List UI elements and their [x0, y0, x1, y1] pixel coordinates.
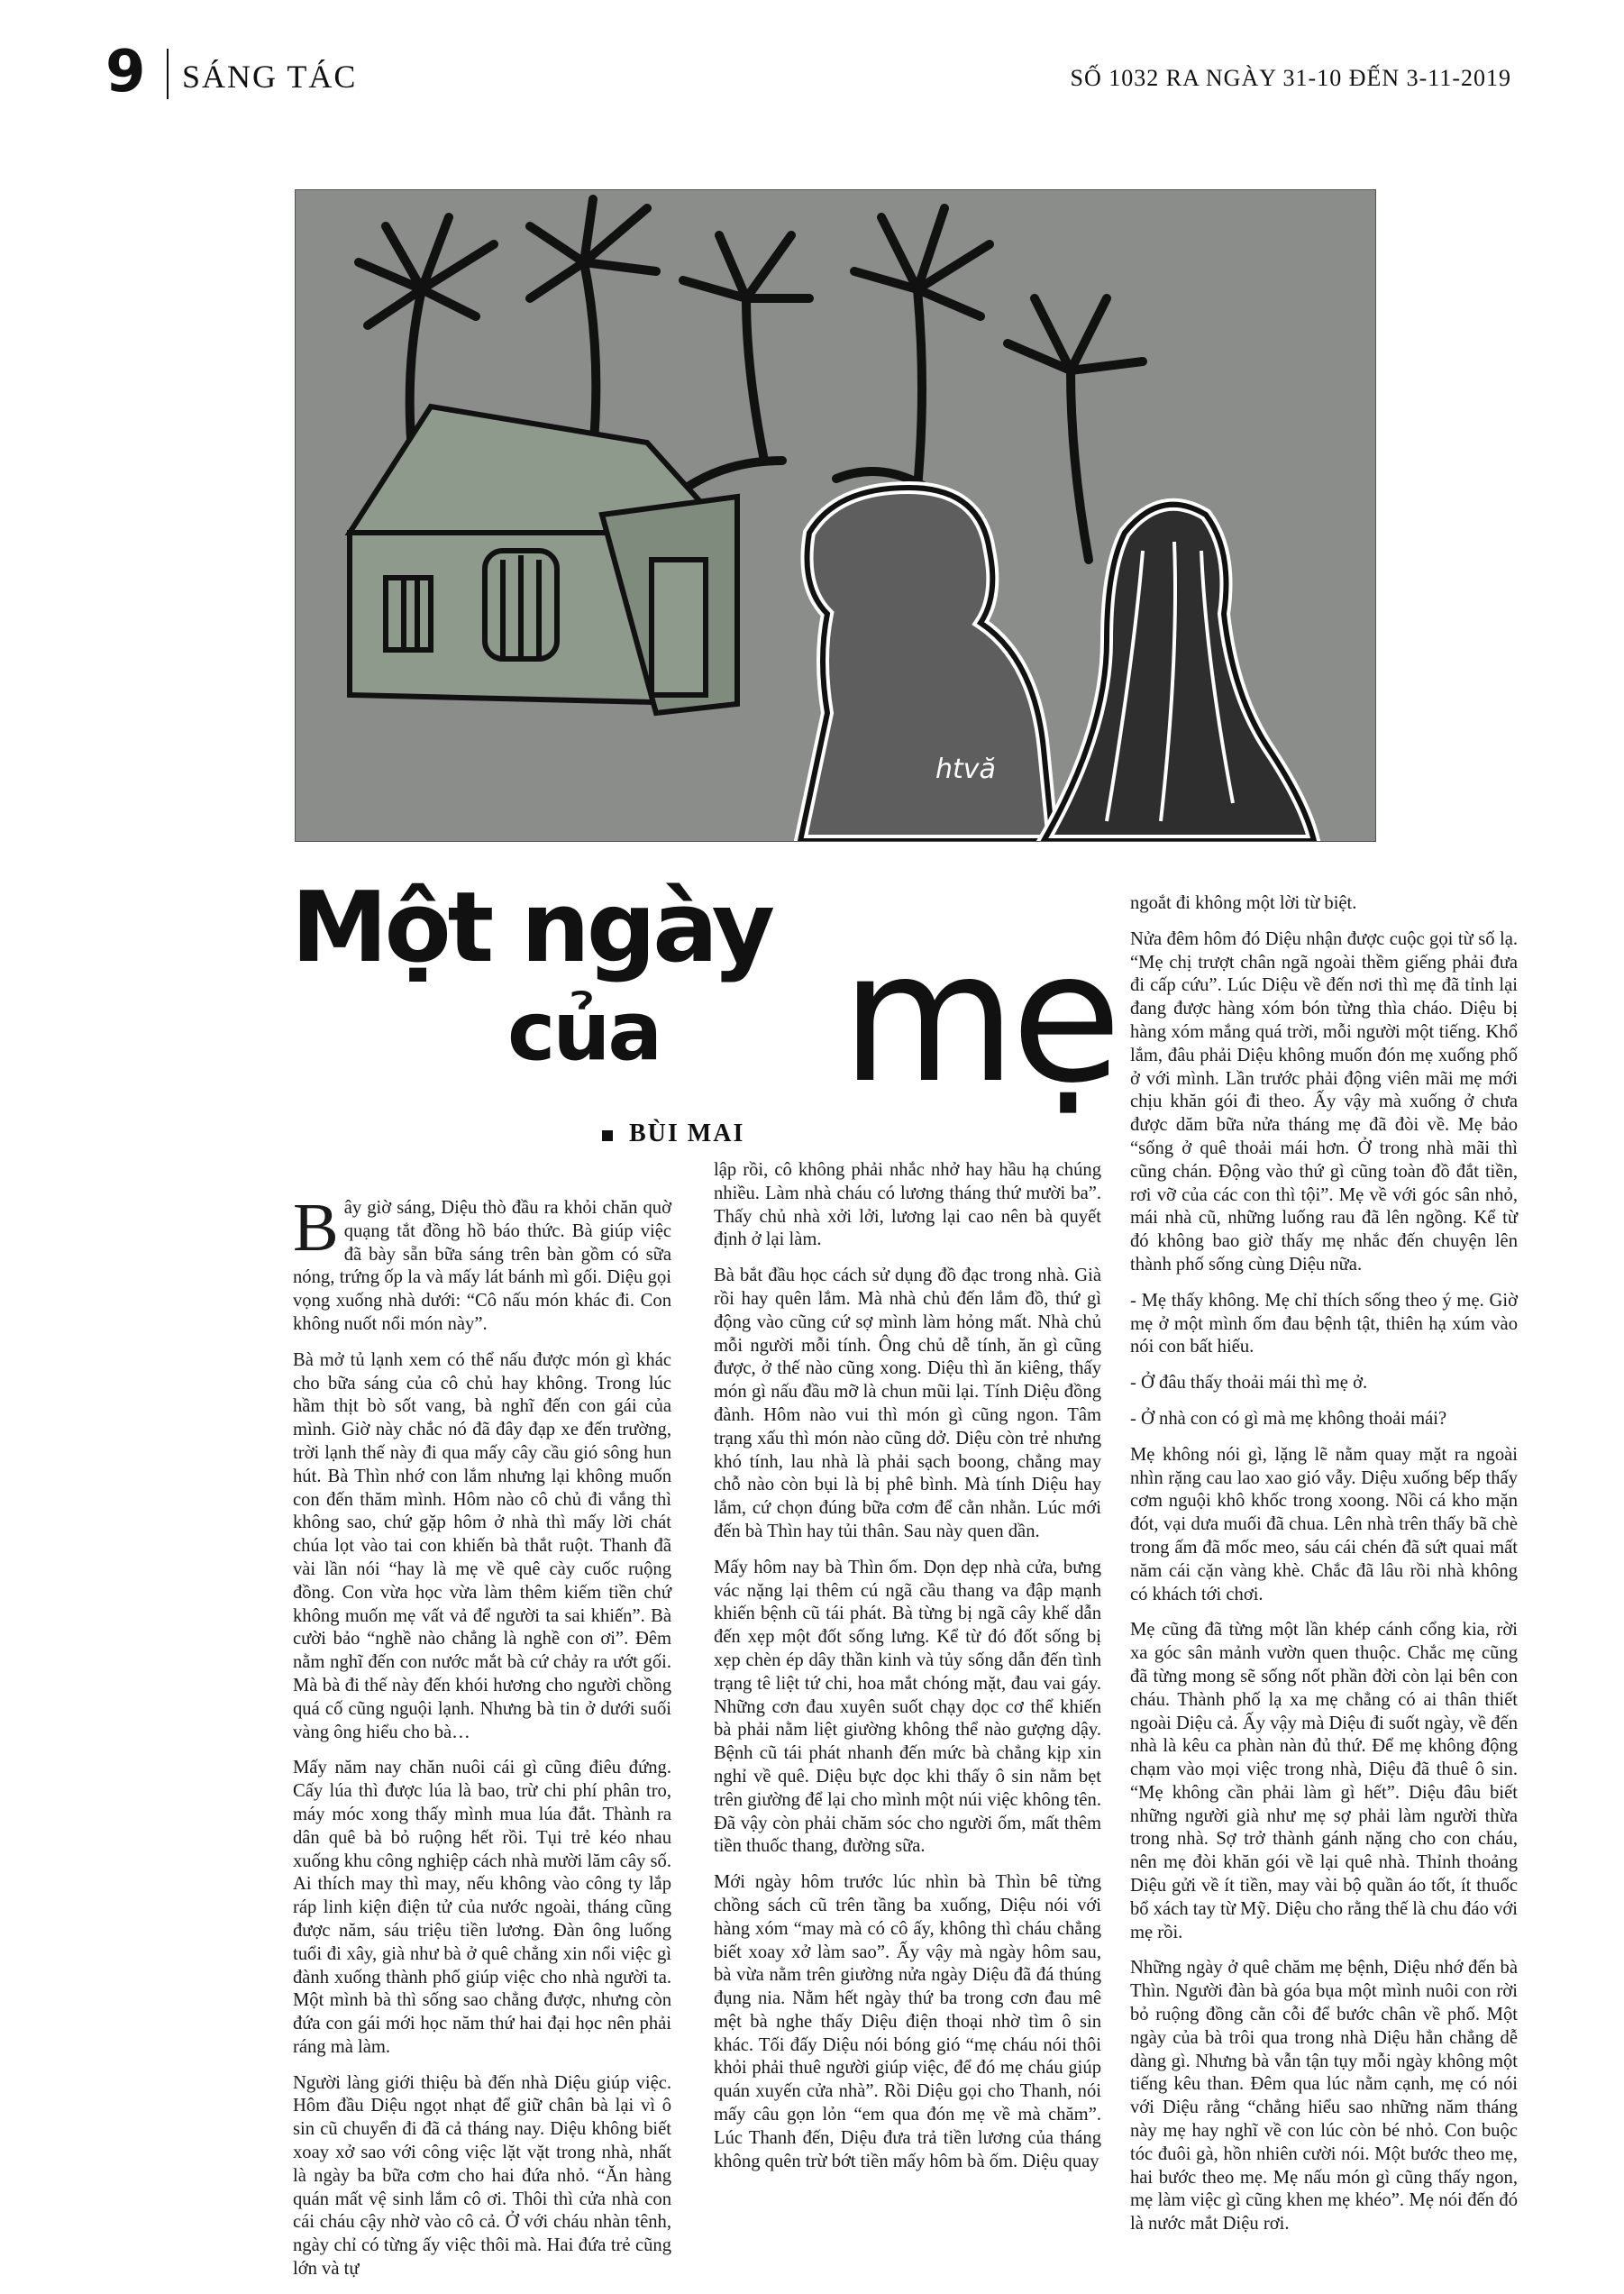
paragraph: - Ở đâu thấy thoải mái thì mẹ ở. [1130, 1373, 1368, 1394]
paragraph: Mẹ cũng đã từng một lần khép cánh cổng kia, rời xa góc sân mảnh vườn quen thuộc. Chắc mẹ cũng đã từng mong sẽ sống nốt phần đời còn lại bên con cháu. Thành phố lạ xa mẹ chẳng có ai thân thiết ngoài Diệu cả. Ấy vậy mà Diệu đi suốt ngày, về đến nhà là kêu ca phàn nàn đủ thứ. Để mẹ không động chạm vào mọi việc trong nhà, Diệu đã thuê ô sin. “Mẹ không cần phải làm gì hết”. Diệu đâu biết những người già như mẹ sợ phải làm người thừa trong nhà. Sợ trở thành gánh nặng cho con cháu, nên mẹ đòi khăn gói về lại quê nhà. Thỉnh thoảng Diệu gửi về ít tiền, may vài bộ quần áo tốt, ít thuốc bổ xách tay từ Mỹ. Diệu cho rằng thế là chu đáo với mẹ rồi. [1130, 1620, 1518, 1942]
title-line-1: Một ngày [291, 872, 772, 984]
byline [602, 1116, 744, 1152]
header-divider [167, 49, 169, 99]
page-header [105, 36, 1511, 108]
paragraph: ngoắt đi không một lời từ biệt. [1130, 893, 1357, 913]
paragraph: Mấy hôm nay bà Thìn ốm. Dọn dẹp nhà cửa, bưng vác nặng lại thêm cú ngã cầu thang va đập mạnh khiến bệnh cũ tái phát. Bà từng bị ngã cây khế dẫn đến xẹp một đốt sống lưng. Kể từ đó đốt sống bị xẹp chèn ép dây thần kinh và tủy sống dẫn đến tình trạng tê liệt tứ chi, hoa mắt chóng mặt, đau vai gáy. Những cơn đau xuyên suốt chạy dọc cơ thể khiến bà phải nằm liệt giường không thể nào gượng dậy. Bệnh cũ tái phát nhanh đến mức bà chẳng kịp xin nghỉ về quê. Diệu bực dọc khi thấy ô sin nằm bẹt trên giường để lại cho mình một núi việc không tên. Đã vậy còn phải chăm sóc cho người ốm, mất thêm tiền thuốc thang, đường sữa. [714, 1557, 1101, 1857]
text-column-2 [714, 1159, 1101, 2186]
page-number: 9 [105, 39, 146, 105]
paragraph: Mẹ không nói gì, lặng lẽ nằm quay mặt ra ngoài nhìn rặng cau lao xao gió vẫy. Diệu xuống bếp thấy cơm nguội khô khốc trong xoong. Nồi cá kho mặn đót, vại dưa muối đã chua. Lên nhà trên thấy bã chè trong ấm đã mốc meo, sáu cái chén đã sứt quai mất năm cái cặn vàng khè. Chắc đã lâu rồi nhà không có khách tới chơi. [1130, 1444, 1518, 1604]
text-column-3 [1130, 892, 1518, 2249]
paragraph: lập rồi, cô không phải nhắc nhở hay hầu hạ chúng nhiều. Làm nhà cháu có lương tháng thứ mười ba”. Thấy chủ nhà xởi lởi, lương lại cao nên bà quyết định ở lại làm. [714, 1160, 1101, 1250]
paragraph: Mấy năm nay chăn nuôi cái gì cũng điêu đứng. Cấy lúa thì được lúa là bao, trừ chi phí phân tro, máy móc xong thấy mình mua lúa đắt. Thành ra dân quê bà bỏ ruộng hết rồi. Tụi trẻ kéo nhau xuống khu công nghiệp cách nhà mười lăm cây số. Ai thích may thì may, nếu không vào công ty lắp ráp linh kiện điện tử của nước ngoài, tháng cũng được năm, sáu triệu tiền lương. Đàn ông luống tuổi đi xây, già như bà ở quê chẳng xin nổi việc gì đành xuống thành phố giúp việc cho nhà người ta. Một mình bà thì sống sao chẳng được, nhưng còn đứa con gái mới học năm thứ hai đại học nên phải ráng mà làm. [293, 1758, 671, 2057]
paragraph: Nửa đêm hôm đó Diệu nhận được cuộc gọi từ số lạ. “Mẹ chị trượt chân ngã ngoài thềm giếng phải đưa đi cấp cứu”. Lúc Diệu về đến nơi thì mẹ đã tỉnh lại đang được hàng xóm bón từng thìa cháo. Diệu bị hàng xóm mắng quá trời, mỗi người một tiếng. Khổ lắm, đâu phải Diệu không muốn đón mẹ xuống phố ở với mình. Lần trước phải động viên mãi mẹ mới chịu khăn gói đi theo. Ấy vậy mà xuống ở chưa được dăm bữa nửa tháng mẹ đã đòi về. Mẹ bảo “sống ở quê thoải mái hơn. Ở trong nhà mãi thì cũng chán. Động vào thứ gì cũng toàn đồ đắt tiền, rơi vỡ của các con thì tội”. Mẹ về với góc sân nhỏ, mái nhà cũ, những luống rau đã lên ngồng. Kể từ đó không bao giờ thấy mẹ nhắc đến chuyện lên thành phố sống cùng Diệu nữa. [1130, 928, 1518, 1275]
issue-info: SỐ 1032 RA NGÀY 31-10 ĐẾN 3-11-2019 [1070, 65, 1511, 91]
author-name: BÙI MAI [629, 1120, 745, 1147]
artist-signature: htvă [935, 754, 996, 785]
paragraph: Bây giờ sáng, Diệu thò đầu ra khỏi chăn quờ quạng tắt đồng hồ báo thức. Bà giúp việc đã bày sẵn bữa sáng trên bàn gồm có sữa nóng, trứng ốp la và mấy lát bánh mì gối. Diệu gọi vọng xuống nhà dưới: “Cô nấu món khác đi. Con không nuốt nổi món này”. [293, 1190, 671, 1334]
bullet-square-icon [602, 1130, 613, 1141]
paragraph: Mới ngày hôm trước lúc nhìn bà Thìn bê từng chồng sách cũ trên tầng ba xuống, Diệu nói với hàng xóm “may mà có cô ấy, không thì cháu chẳng biết xoay xở làm sao”. Ấy vậy mà ngày hôm sau, bà vừa nằm trên giường nửa ngày Diệu đã đá thúng đụng nia. Nằm hết ngày thứ ba trong cơn đau mê mệt bà nghe thấy Diệu điện thoại nhờ tìm ô sin khác. Tối đấy Diệu nói bóng gió “mẹ cháu nói thôi khỏi phải thuê người giúp việc, để đó mẹ cháu giúp quán xuyến cửa nhà”. Rồi Diệu gọi cho Thanh, nói mấy câu gọn lỏn “em qua đón mẹ về mà chăm”. Lúc Thanh đến, Diệu đưa trả tiền lương của tháng không quên trừ bớt tiền mấy hôm bà ốm. Diệu quay [714, 1872, 1101, 2171]
paragraph: Những ngày ở quê chăm mẹ bệnh, Diệu nhớ đến bà Thìn. Người đàn bà góa bụa một mình nuôi con rời bỏ ruộng đồng cằn cỗi để bước chân về phố. Một ngày của bà trôi qua trong nhà Diệu hẳn chẳng dễ dàng gì. Nhưng bà vẫn tận tụy mỗi ngày không một tiếng kêu than. Đêm qua lúc nằm cạnh, mẹ có nói với Diệu rằng “chẳng hiểu sao những năm tháng này mẹ hay nghĩ về con lúc còn bé nhỏ. Con buộc tóc đuôi gà, hồn nhiên cười nói. Một bước theo mẹ, hai bước theo mẹ. Mẹ nấu món gì cũng thấy ngon, mẹ làm việc gì cũng khen mẹ khéo”. Mẹ nói đến đó là nước mắt Diệu rơi. [1130, 1958, 1518, 2235]
story-illustration [295, 189, 1376, 842]
text-column-1 [293, 1190, 671, 2294]
dropcap: B [293, 1190, 339, 1266]
paragraph: Bà mở tủ lạnh xem có thể nấu được món gì khác cho bữa sáng của cô chủ hay không. Trong lúc hầm thịt bò sốt vang, bà nghĩ đến con gái của mình. Giờ này chắc nó đã đây đạp xe đến trường, trời lạnh thế này đi qua mấy cây cầu gió sông hun hút. Bà Thìn nhớ con lắm nhưng lại không muốn con đến thăm mình. Hôm nào cô chủ đi vắng thì không sao, chứ gặp hôm ở nhà thì mấy lời chát chúa lọt vào tai con khiến bà thắt ruột. Thanh đã vài lần nói “hay là mẹ về quê cày cuốc ruộng đồng. Con vừa học vừa làm thêm kiếm tiền chứ không muốn mẹ vất vả để người ta sai khiến”. Bà cười bảo “nghề nào chẳng là nghề con ơi”. Đêm nằm nghĩ đến con nước mắt bà cứ chảy ra ướt gối. Mà bà đi thế này đến khói hương cho người chồng quá cố cũng nguội lạnh. Nhưng bà tin ở dưới suối vàng ông hiểu cho bà… [293, 1349, 671, 1742]
article-title [291, 865, 1117, 1123]
title-line-2: của [507, 984, 661, 1079]
section-title: SÁNG TÁC [182, 59, 358, 95]
paragraph: - Ở nhà con có gì mà mẹ không thoải mái? [1130, 1408, 1447, 1429]
paragraph: Bà bắt đầu học cách sử dụng đồ đạc trong nhà. Già rồi hay quên lắm. Mà nhà chủ đến lắm đồ, thứ gì động vào cũng cứ sợ mình làm hỏng mất. Nhà chủ mỗi người mỗi tính. Ông chủ dễ tính, ăn gì cũng được, ở thế nào cũng xong. Diệu thì ăn kiêng, thấy món gì nấu đầu mỡ là chun mũi lại. Tính Diệu đồng đành. Hôm nào vui thì món gì cũng ngon. Tâm trạng xấu thì món nào cũng dở. Diệu còn trẻ nhưng khó tính, lau nhà là phải sạch boong, chẳng may chỗ nào còn bụi là bị phê bình. Mà tính Diệu hay lắm, cứ chọn đúng bữa cơm để cằn nhằn. Lúc mới đến bà Thìn hay tủi thân. Sau này quen dần. [714, 1266, 1101, 1541]
paragraph: - Mẹ thấy không. Mẹ chỉ thích sống theo ý mẹ. Giờ mẹ ở một mình ốm đau bệnh tật, thiên hạ xúm vào nói con bất hiếu. [1130, 1290, 1518, 1357]
paragraph: Người làng giới thiệu bà đến nhà Diệu giúp việc. Hôm đầu Diệu ngọt nhạt để giữ chân bà lại vì ô sin cũ chuyển đi đã cả tháng nay. Diệu không biết xoay xở sao với công việc lặt vặt trong nhà, nhất là ngày ba bữa cơm cho hai đứa nhỏ. “Ăn hàng quán mất vệ sinh lắm cô ơi. Thôi thì cửa nhà con cái cháu cậy nhờ vào cô cả. Ở với cháu nhàn tênh, ngày chỉ có từng ấy việc thôi mà. Hai đứa trẻ cũng lớn và tự [293, 2072, 671, 2280]
title-line-3: mẹ [841, 913, 1117, 1123]
